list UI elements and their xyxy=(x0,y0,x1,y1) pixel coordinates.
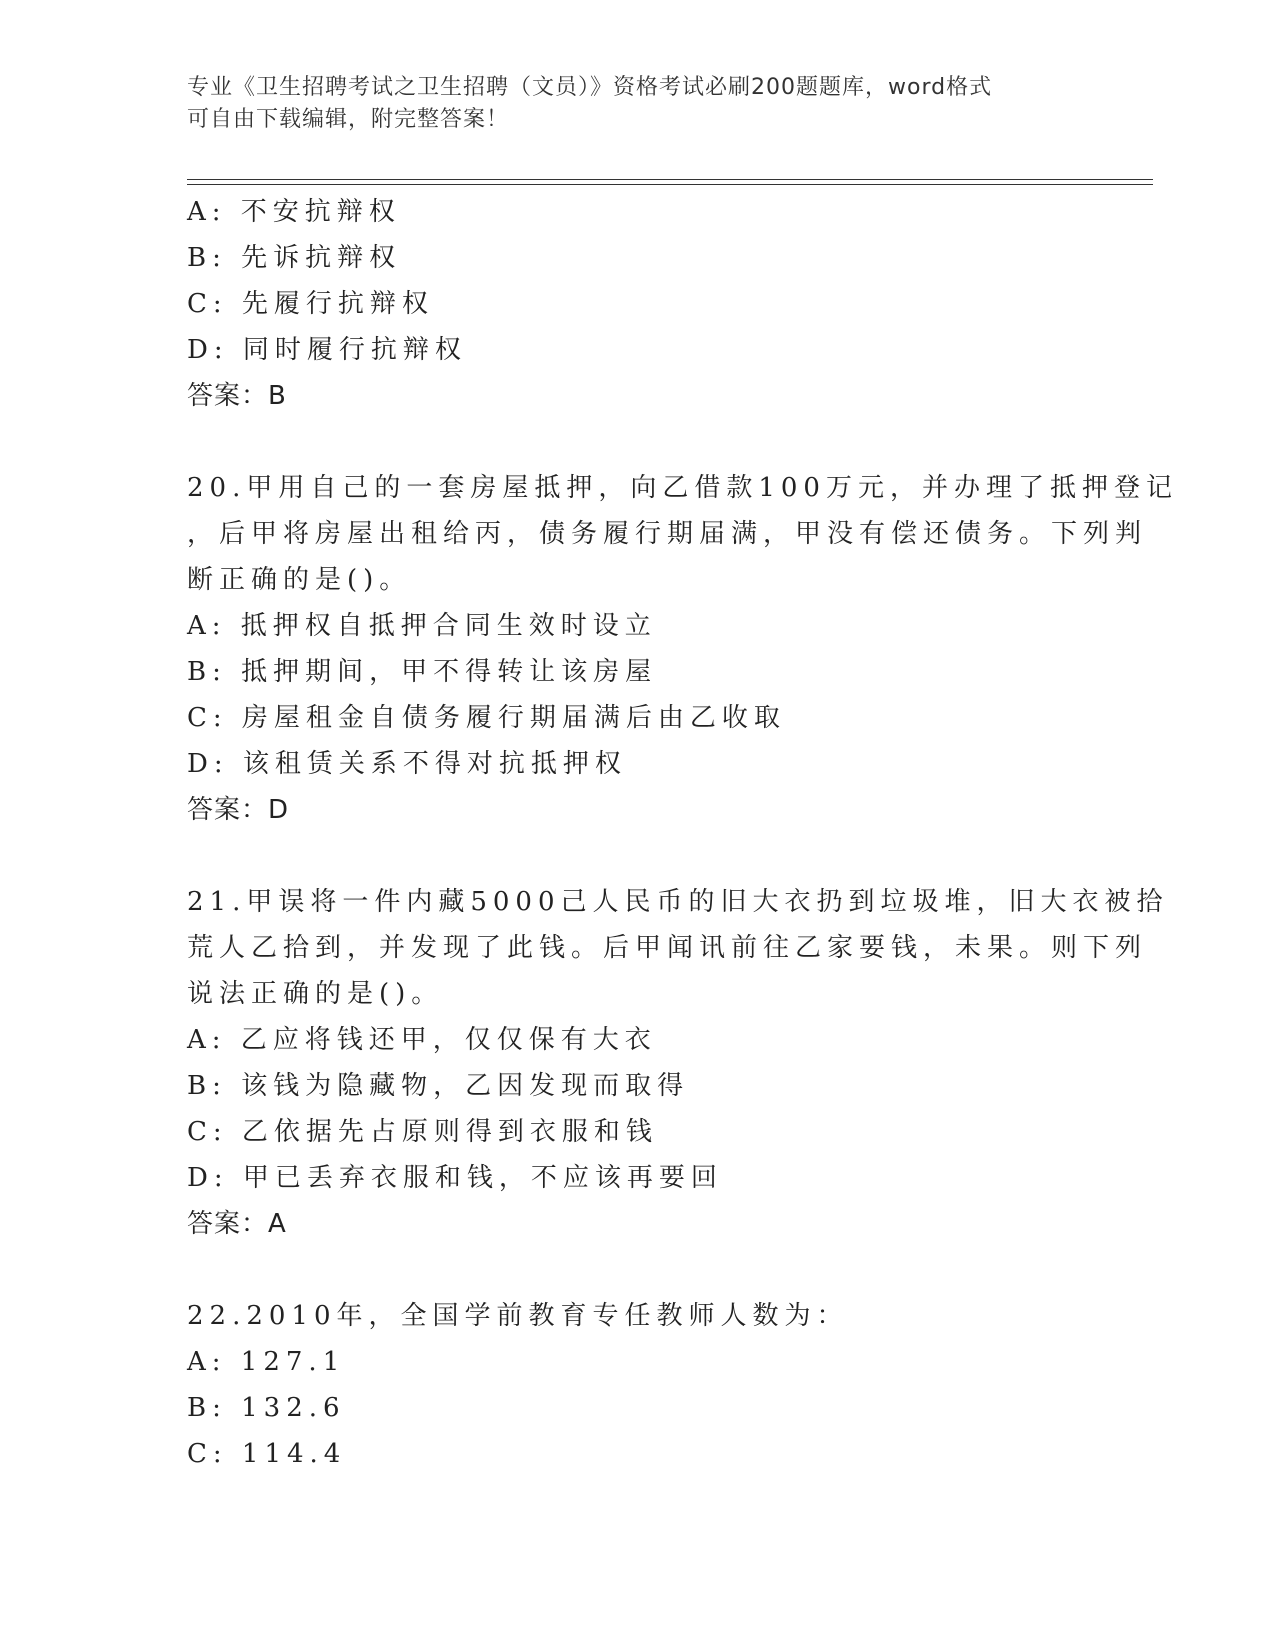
question-text-line: 22.2010年，全国学前教育专任教师人数为： xyxy=(187,1301,849,1331)
question-20 xyxy=(187,465,1178,833)
question-19-options xyxy=(187,189,1087,419)
answer: 答案：A xyxy=(187,1209,287,1239)
option-b: B: 该钱为隐藏物，乙因发现而取得 xyxy=(187,1071,690,1101)
question-text-line: 断正确的是()。 xyxy=(187,565,412,595)
option-d: D: 甲已丢弃衣服和钱，不应该再要回 xyxy=(187,1163,723,1193)
answer: 答案：B xyxy=(187,381,287,411)
option-c: C: 乙依据先占原则得到衣服和钱 xyxy=(187,1117,658,1147)
header-divider-top xyxy=(187,179,1153,180)
question-text-line: 荒人乙拾到，并发现了此钱。后甲闻讯前往乙家要钱，未果。则下列 xyxy=(187,933,1148,963)
option-b: B: 132.6 xyxy=(187,1393,346,1423)
option-a: A: 乙应将钱还甲，仅仅保有大衣 xyxy=(187,1025,657,1055)
option-a: A: 抵押权自抵押合同生效时设立 xyxy=(187,611,657,641)
option-d: D: 同时履行抗辩权 xyxy=(187,335,467,365)
header-divider-bottom xyxy=(187,184,1153,185)
option-c: C: 房屋租金自债务履行期届满后由乙收取 xyxy=(187,703,786,733)
document-header xyxy=(187,72,1067,136)
option-d: D: 该租赁关系不得对抗抵押权 xyxy=(187,749,627,779)
option-a: A: 127.1 xyxy=(187,1347,346,1377)
question-21 xyxy=(187,879,1169,1247)
option-a: A: 不安抗辩权 xyxy=(187,197,401,227)
question-22 xyxy=(187,1293,1087,1477)
question-text-line: 20.甲用自己的一套房屋抵押，向乙借款100万元，并办理了抵押登记 xyxy=(187,473,1178,503)
option-b: B: 抵押期间，甲不得转让该房屋 xyxy=(187,657,658,687)
question-text-line: ，后甲将房屋出租给丙，债务履行期届满，甲没有偿还债务。下列判 xyxy=(187,519,1148,549)
question-text-line: 21.甲误将一件内藏5000己人民币的旧大衣扔到垃圾堆，旧大衣被拾 xyxy=(187,887,1169,917)
answer: 答案：D xyxy=(187,795,290,825)
option-b: B: 先诉抗辩权 xyxy=(187,243,402,273)
header-line-2: 可自由下载编辑，附完整答案！ xyxy=(187,107,510,132)
header-line-1: 专业《卫生招聘考试之卫生招聘（文员）》资格考试必刷200题题库，word格式 xyxy=(187,75,993,100)
question-list xyxy=(187,189,1178,1477)
option-c: C: 先履行抗辩权 xyxy=(187,289,434,319)
option-c: C: 114.4 xyxy=(187,1439,347,1469)
question-text-line: 说法正确的是()。 xyxy=(187,979,444,1009)
